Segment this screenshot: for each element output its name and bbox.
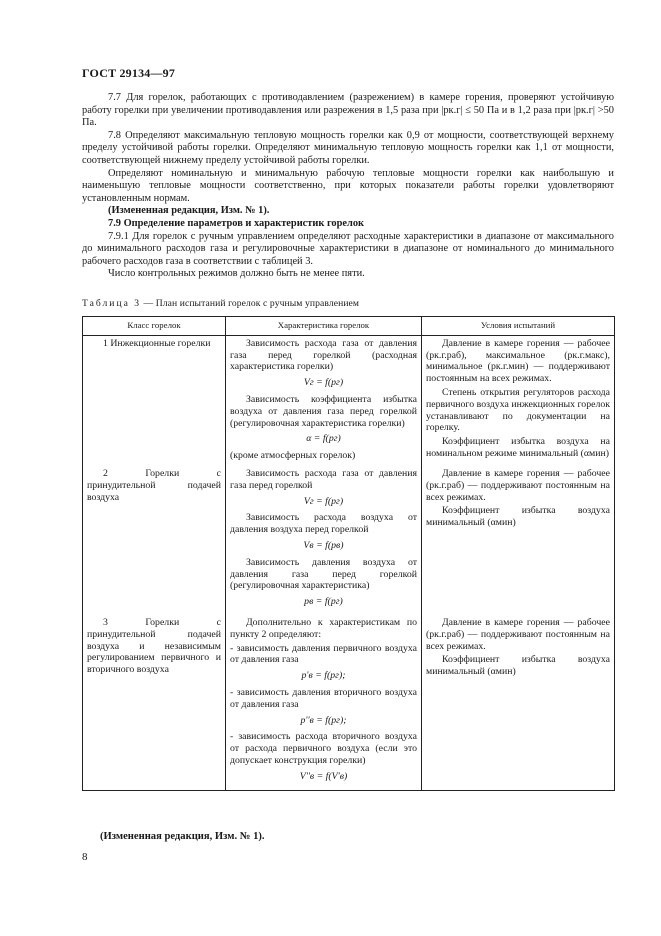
- section-heading-7-9: 7.9 Определение параметров и характеристик горелок: [108, 217, 365, 229]
- table-caption: [82, 298, 359, 309]
- page-number: 8: [82, 851, 88, 863]
- table-row: [83, 466, 615, 615]
- formula: V''в = f(V'в): [299, 770, 348, 782]
- formula: pв = f(pг): [304, 596, 343, 608]
- burner-class-cell: 3 Горелки с принудительной подачей воздуха и независимым регулированием первичного и вторичного воздуха: [83, 615, 226, 790]
- characteristic-text: Дополнительно к характеристикам по пункту 2 определяют:: [230, 616, 417, 640]
- column-header-class: Класс горелок: [83, 317, 226, 336]
- table-caption-label: Таблица 3: [82, 298, 142, 309]
- column-header-conditions: Условия испытаний: [422, 317, 615, 336]
- characteristic-cell: [226, 335, 422, 466]
- characteristic-cell: [226, 466, 422, 615]
- formula: α = f(pг): [306, 433, 341, 445]
- table-caption-text: — План испытаний горелок с ручным управлением: [141, 298, 360, 309]
- formula: Vв = f(pв): [303, 539, 344, 551]
- conditions-cell: [422, 615, 615, 790]
- table-header-row: [83, 317, 615, 336]
- characteristic-note: (кроме атмосферных горелок): [230, 450, 356, 462]
- burner-class-cell: 1 Инжекционные горелки: [83, 335, 226, 466]
- characteristic-text: - зависимость давления вторичного воздуха от давления газа: [230, 686, 417, 710]
- condition-text: Давление в камере горения — рабочее (pк.г.раб), максимальное (pк.г.макс), минимальное (pк.г.мин) — поддерживают постоянным на всех режимах.: [426, 337, 610, 385]
- characteristic-text: - зависимость расхода вторичного воздуха от расхода первичного воздуха (если это допускает конструкция горелки): [230, 731, 417, 766]
- paragraph-nominal-power: Определяют номинальную и минимальную рабочую тепловые мощности горелки как наибольшую и наименьшую тепловые мощности соответственно, при которых показатели работы горелки удовлетворяют установленным нормам.: [82, 167, 614, 204]
- characteristic-text: Зависимость давления воздуха от давления газа перед горелкой (регулировочная характеристика): [230, 556, 417, 592]
- characteristic-text: Зависимость расхода воздуха от давления воздуха перед горелкой: [230, 512, 417, 536]
- condition-text: Степень открытия регуляторов расхода первичного воздуха инжекционных горелок устанавливают по документации на горелку.: [426, 386, 610, 434]
- condition-text: Коэффициент избытка воздуха минимальный (αмин): [426, 505, 610, 529]
- burner-class-cell: 2 Горелки с принудительной подачей воздуха: [83, 466, 226, 615]
- conditions-cell: [422, 466, 615, 615]
- conditions-cell: [422, 335, 615, 466]
- paragraph-control-modes: Число контрольных режимов должно быть не менее пяти.: [108, 268, 365, 280]
- paragraph-7-8: 7.8 Определяют максимальную тепловую мощность горелки как 0,9 от мощности, соответствующей верхнему пределу устойчивой работы горелки. Определяют минимальную тепловую мощность горелки как 1,1 от мощности, соответствующей нижнему пределу устойчивой работы горелки.: [82, 129, 614, 166]
- table-row: [83, 335, 615, 466]
- characteristic-text: - зависимость давления первичного воздуха от давления газа: [230, 642, 417, 666]
- test-plan-table: [82, 316, 615, 791]
- formula: Vг = f(pг): [303, 377, 344, 389]
- condition-text: Коэффициент избытка воздуха на номинальном режиме минимальный (αмин): [426, 436, 610, 459]
- document-header: ГОСТ 29134—97: [82, 66, 176, 80]
- column-header-characteristic: Характеристика горелок: [226, 317, 422, 336]
- table-row: [83, 615, 615, 790]
- condition-text: Давление в камере горения — рабочее (pк.г.раб) — поддерживают постоянным на всех режимах.: [426, 467, 610, 503]
- characteristic-text: Зависимость расхода газа от давления газа перед горелкой (расходная характеристика горелки): [230, 337, 417, 373]
- characteristic-cell: [226, 615, 422, 790]
- condition-text: Коэффициент избытка воздуха минимальный (αмин): [426, 654, 610, 678]
- characteristic-text: Зависимость коэффициента избытка воздуха от давления газа перед горелкой (регулировочная характеристика горелки): [230, 393, 417, 429]
- formula: Vг = f(pг): [303, 495, 344, 507]
- revision-note-footer: (Измененная редакция, Изм. № 1).: [100, 831, 265, 842]
- revision-note: (Измененная редакция, Изм. № 1).: [108, 205, 270, 217]
- body-text: [82, 92, 614, 281]
- paragraph-7-9-1: 7.9.1 Для горелок с ручным управлением определяют расходные характеристики в диапазоне от максимального до минимального расходов газа и регулировочные характеристики в диапазоне от номинального до минимального рабочего расходов газа в соответствии с таблицей 3.: [82, 230, 614, 267]
- condition-text: Давление в камере горения — рабочее (pк.г.раб) — поддерживают постоянным на всех режимах.: [426, 616, 610, 652]
- paragraph-7-7: 7.7 Для горелок, работающих с противодавлением (разрежением) в камере горения, проверяют устойчивую работу горелки при увеличении противодавления или разрежения в 1,5 раза при |pк.г| ≤ 50 Па и в 1,2 раза при |pк.г| >50 Па.: [82, 92, 614, 129]
- characteristic-text: Зависимость расхода газа от давления газа перед горелкой: [230, 467, 417, 491]
- formula: p'в = f(pг);: [301, 670, 346, 682]
- formula: p''в = f(pг);: [300, 714, 347, 726]
